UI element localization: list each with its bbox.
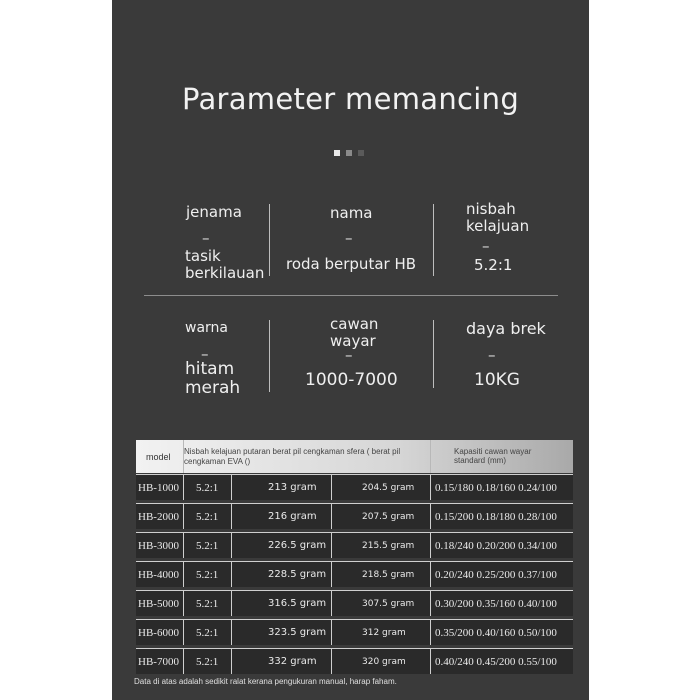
spec-value: 1000-7000: [305, 370, 398, 390]
spec-value: 5.2:1: [474, 256, 513, 274]
table-row: [136, 648, 573, 674]
table-cell-model: HB-7000: [138, 655, 179, 668]
spec-value: tasik berkilauan: [185, 247, 265, 282]
table-cell-sfera: 312 gram: [362, 627, 406, 638]
divider: [433, 320, 434, 388]
table-cell-eva: 228.5 gram: [268, 569, 327, 580]
table-cell-cap: 0.20/240 0.25/200 0.37/100: [435, 568, 557, 581]
table-row: [136, 503, 573, 529]
spec-value: 10KG: [474, 370, 520, 390]
spec-label: nama: [330, 204, 373, 222]
table-cell-sfera: 207.5 gram: [362, 511, 415, 522]
spec-label: warna: [185, 320, 228, 336]
table-cell-eva: 226.5 gram: [268, 540, 327, 551]
table-cell-eva: 316.5 gram: [268, 598, 327, 609]
table-cell-cap: 0.15/200 0.18/180 0.28/100: [435, 510, 557, 523]
spec-brand: [186, 204, 276, 221]
table-cell-ratio: 5.2:1: [196, 510, 219, 523]
spec-value: roda berputar HB: [286, 255, 417, 273]
table-cell-model: HB-2000: [138, 510, 179, 523]
header-weight: Nisbah kelajuan putaran berat pil cengkaman sfera ( berat pil cengkaman EVA (): [184, 447, 401, 466]
table-cell-cap: 0.18/240 0.20/200 0.34/100: [435, 539, 557, 552]
spec-dash: –: [482, 237, 490, 255]
carousel-indicator: [334, 150, 364, 156]
carousel-dot-2[interactable]: [346, 150, 352, 156]
table-cell-cap: 0.40/240 0.45/200 0.55/100: [435, 655, 557, 668]
header-capacity: Kapasiti cawan wayar standard (mm): [454, 447, 532, 465]
spec-label: cawan wayar: [330, 315, 379, 350]
spec-label: daya brek: [466, 319, 546, 338]
table-row: [136, 532, 573, 558]
table-cell-eva: 213 gram: [268, 482, 317, 493]
table-cell-model: HB-4000: [138, 568, 179, 581]
table-row: [136, 474, 573, 500]
table-cell-eva: 323.5 gram: [268, 627, 327, 638]
section-divider: [144, 295, 558, 296]
spec-panel: [112, 0, 589, 700]
spec-dash: –: [488, 346, 496, 364]
table-cell-model: HB-6000: [138, 626, 179, 639]
table-cell-sfera: 204.5 gram: [362, 482, 415, 493]
spec-dash: –: [345, 229, 353, 247]
table-cell-sfera: 320 gram: [362, 656, 406, 667]
table-cell-ratio: 5.2:1: [196, 626, 219, 639]
table-cell-cap: 0.30/200 0.35/160 0.40/100: [435, 597, 557, 610]
spec-value: hitam merah: [185, 359, 241, 398]
table-cell-eva: 332 gram: [268, 656, 317, 667]
table-cell-ratio: 5.2:1: [196, 597, 219, 610]
table-cell-ratio: 5.2:1: [196, 655, 219, 668]
spec-label: jenama: [186, 203, 242, 221]
table-row: [136, 561, 573, 587]
table-cell-model: HB-1000: [138, 481, 179, 494]
spec-dash: –: [201, 345, 209, 363]
spec-label: nisbah kelajuan: [466, 200, 530, 235]
table-cell-cap: 0.15/180 0.18/160 0.24/100: [435, 481, 557, 494]
table-cell-sfera: 215.5 gram: [362, 540, 415, 551]
table-header: [136, 440, 573, 473]
divider: [269, 320, 270, 392]
table-cell-sfera: 307.5 gram: [362, 598, 415, 609]
page-title: Parameter memancing: [181, 82, 520, 116]
spec-dash: –: [345, 346, 353, 364]
table-cell-cap: 0.35/200 0.40/160 0.50/100: [435, 626, 557, 639]
table-row: [136, 619, 573, 645]
spec-dash: –: [202, 229, 210, 247]
table-cell-sfera: 218.5 gram: [362, 569, 415, 580]
table-cell-model: HB-5000: [138, 597, 179, 610]
carousel-dot-3[interactable]: [358, 150, 364, 156]
table-cell-eva: 216 gram: [268, 511, 317, 522]
table-cell-ratio: 5.2:1: [196, 539, 219, 552]
header-model: model: [146, 451, 171, 462]
table-row: [136, 590, 573, 616]
divider: [269, 204, 270, 276]
table-cell-ratio: 5.2:1: [196, 568, 219, 581]
carousel-dot-1[interactable]: [334, 150, 340, 156]
table-cell-ratio: 5.2:1: [196, 481, 219, 494]
table-cell-model: HB-3000: [138, 539, 179, 552]
footnote: Data di atas adalah sedikit ralat kerana pengukuran manual, harap faham.: [134, 677, 397, 686]
divider: [433, 204, 434, 276]
